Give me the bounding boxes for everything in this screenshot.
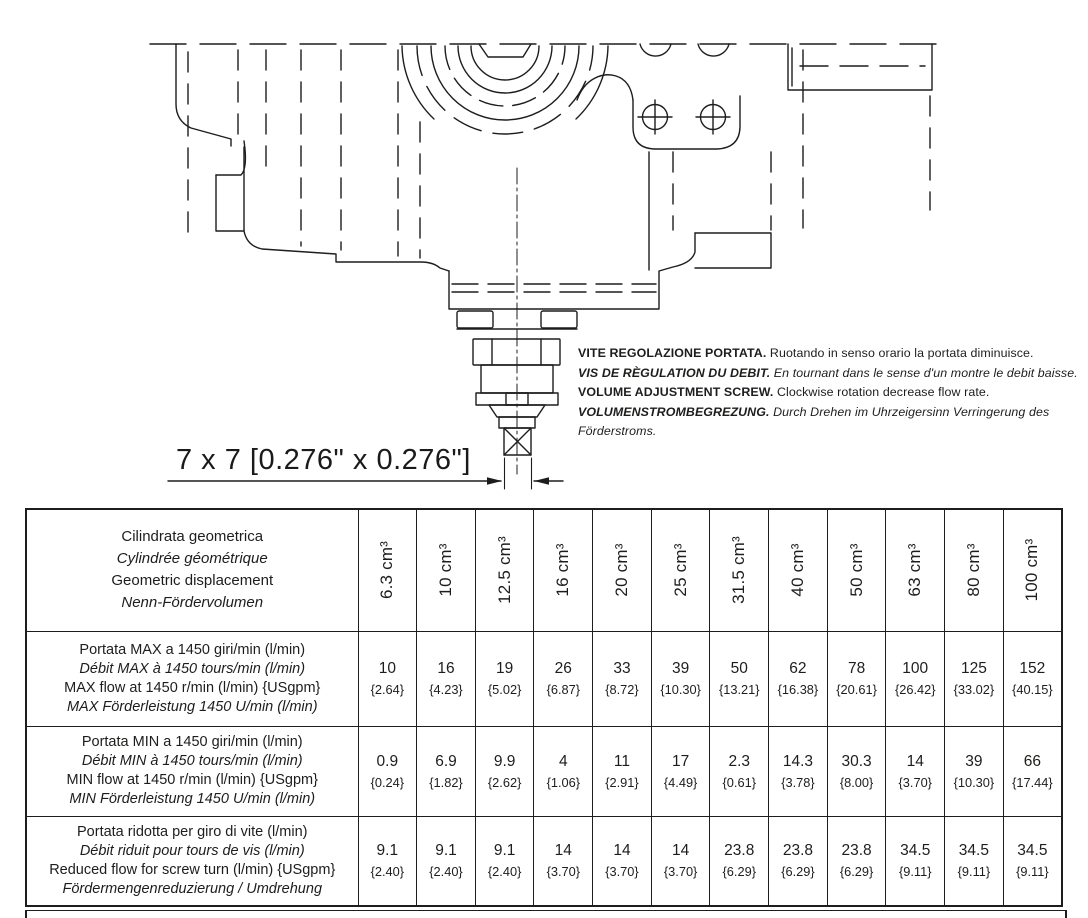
column-header: 12.5 cm³ — [475, 509, 534, 631]
bore-arcs — [402, 44, 608, 134]
table-cell: 34.5 {9.11} — [886, 816, 945, 906]
table-cell: 14 {3.70} — [651, 816, 710, 906]
note-italian: VITE REGOLAZIONE PORTATA. Ruotando in senso orario la portata diminuisce. — [578, 346, 1034, 360]
table-cell: 16 {4.23} — [417, 631, 476, 726]
table-cell: 78 {20.61} — [827, 631, 886, 726]
dimension-label: 7 x 7 [0.276" x 0.276"] — [176, 444, 471, 476]
table-cell: 30.3 {8.00} — [827, 726, 886, 816]
table-header-row — [26, 509, 1062, 631]
table-row-reduced-flow — [26, 816, 1062, 906]
table-next-row-edge — [25, 910, 1067, 918]
table-cell: 11 {2.91} — [593, 726, 652, 816]
column-header: 16 cm³ — [534, 509, 593, 631]
table-cell: 34.5 {9.11} — [945, 816, 1004, 906]
table-cell: 152 {40.15} — [1003, 631, 1062, 726]
table-cell: 14 {3.70} — [593, 816, 652, 906]
table-cell: 19 {5.02} — [475, 631, 534, 726]
table-cell: 9.9 {2.62} — [475, 726, 534, 816]
table-cell: 39 {10.30} — [945, 726, 1004, 816]
note-german: VOLUMENSTROMBEGREZUNG. Durch Drehen im Uhrzeigersinn Verringerung des Förderstroms. — [578, 404, 1050, 438]
column-header: 50 cm³ — [827, 509, 886, 631]
table-cell: 14 {3.70} — [534, 816, 593, 906]
table-cell: 4 {1.06} — [534, 726, 593, 816]
table-row-max-flow — [26, 631, 1062, 726]
table-cell: 23.8 {6.29} — [769, 816, 828, 906]
table-cell: 2.3 {0.61} — [710, 726, 769, 816]
hidden-lines — [188, 50, 930, 258]
adjustment-screw-notes — [578, 344, 1083, 442]
bolt-holes — [638, 100, 730, 134]
note-french: VIS DE RÈGULATION DU DEBIT. En tournant dans le sense d'un montre le debit baisse. — [578, 365, 1078, 380]
row-label-cell: Portata MAX a 1450 giri/min (l/min) Débit MAX à 1450 tours/min (l/min) MAX flow at 1450 r/min (l/min) {USgpm} MAX Förderleistung 1450 U/min (l/min) — [26, 631, 358, 726]
table-cell: 62 {16.38} — [769, 631, 828, 726]
column-header: 10 cm³ — [417, 509, 476, 631]
table-cell: 39 {10.30} — [651, 631, 710, 726]
table-cell: 100 {26.42} — [886, 631, 945, 726]
table-cell: 125 {33.02} — [945, 631, 1004, 726]
table-cell: 6.9 {1.82} — [417, 726, 476, 816]
column-header: 6.3 cm³ — [358, 509, 417, 631]
note-english: VOLUME ADJUSTMENT SCREW. Clockwise rotation decrease flow rate. — [578, 385, 990, 399]
column-header: 100 cm³ — [1003, 509, 1062, 631]
row-label-cell: Portata ridotta per giro di vite (l/min) Débit riduit pour tours de vis (l/min) Reduced flow for screw turn (l/min) {USgpm} Fördermengenreduzierung / Umdrehung — [26, 816, 358, 906]
table-cell: 50 {13.21} — [710, 631, 769, 726]
row-label-cell: Portata MIN a 1450 giri/min (l/min) Débit MIN à 1450 tours/min (l/min) MIN flow at 1450 r/min (l/min) {USgpm} MIN Förderleistung 1450 U/min (l/min) — [26, 726, 358, 816]
table-cell: 0.9 {0.24} — [358, 726, 417, 816]
header-label-cell: Cilindrata geometrica Cylindrée géométrique Geometric displacement Nenn-Fördervolumen — [26, 509, 358, 631]
table-cell: 9.1 {2.40} — [417, 816, 476, 906]
table-cell: 23.8 {6.29} — [827, 816, 886, 906]
table-cell: 33 {8.72} — [593, 631, 652, 726]
column-header: 63 cm³ — [886, 509, 945, 631]
table-cell: 9.1 {2.40} — [475, 816, 534, 906]
column-header: 25 cm³ — [651, 509, 710, 631]
column-header: 31.5 cm³ — [710, 509, 769, 631]
table-row-min-flow — [26, 726, 1062, 816]
table-cell: 17 {4.49} — [651, 726, 710, 816]
column-header: 20 cm³ — [593, 509, 652, 631]
table-cell: 9.1 {2.40} — [358, 816, 417, 906]
table-cell: 66 {17.44} — [1003, 726, 1062, 816]
displacement-table — [25, 508, 1063, 907]
table-cell: 14.3 {3.78} — [769, 726, 828, 816]
table-cell: 34.5 {9.11} — [1003, 816, 1062, 906]
table-cell: 23.8 {6.29} — [710, 816, 769, 906]
table-cell: 10 {2.64} — [358, 631, 417, 726]
column-header: 40 cm³ — [769, 509, 828, 631]
table-cell: 26 {6.87} — [534, 631, 593, 726]
table-cell: 14 {3.70} — [886, 726, 945, 816]
column-header: 80 cm³ — [945, 509, 1004, 631]
